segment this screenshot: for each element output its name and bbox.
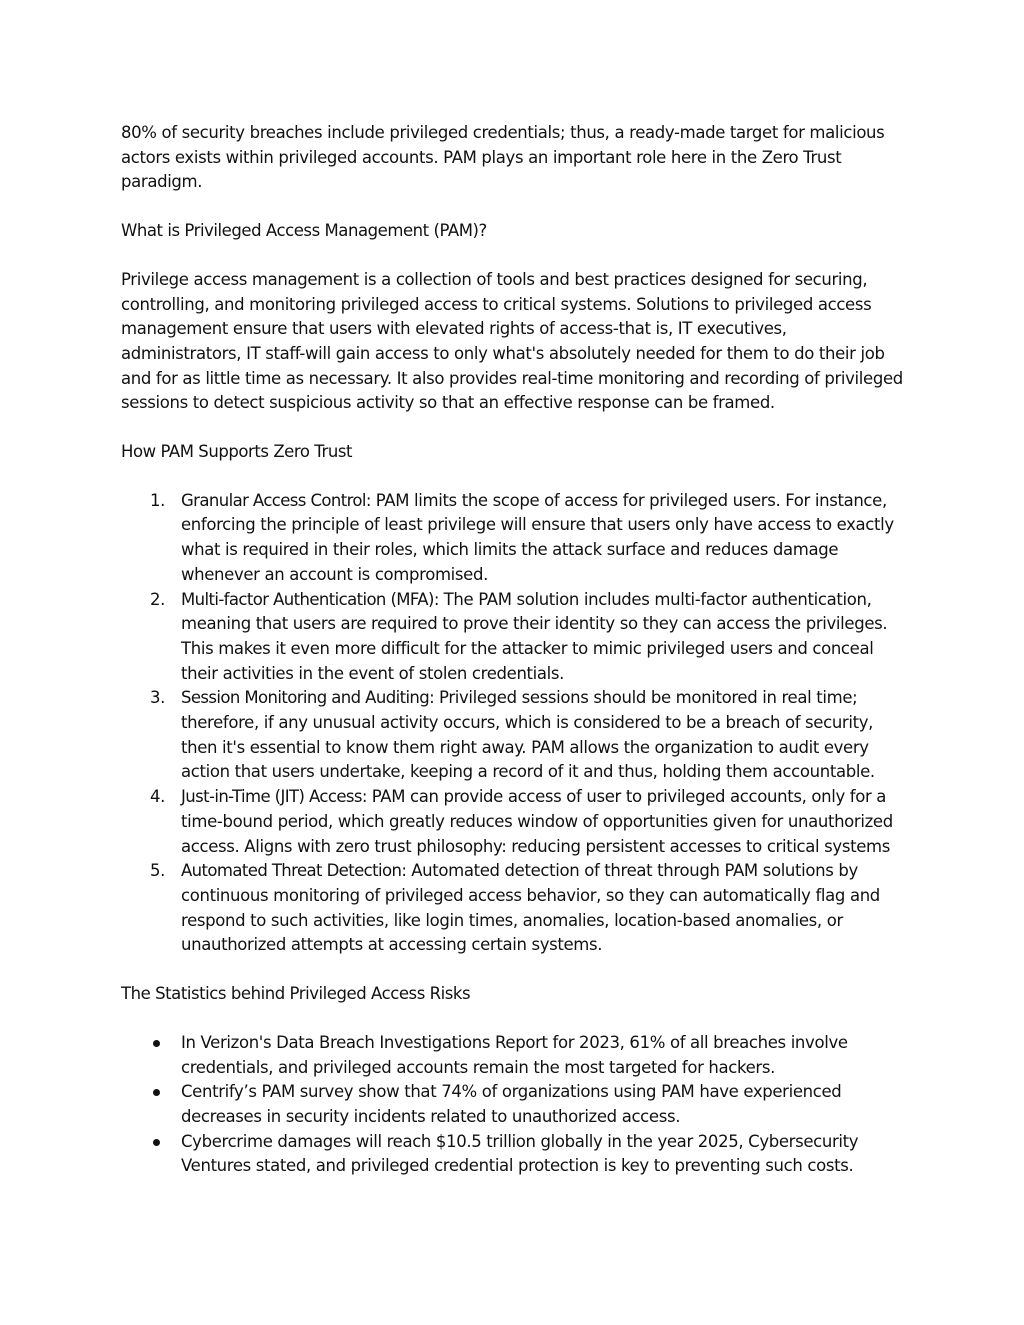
list-item-text: The PAM solution includes multi-factor authentication, meaning that users are required to prove their identity so they can access the privileges. This makes it even more difficult for the attacker to mimic privileged users and conceal their activities in the event of stolen credentials. bbox=[181, 589, 888, 683]
section-heading-how-pam-supports-zero-trust: How PAM Supports Zero Trust bbox=[121, 442, 352, 462]
list-number: 4. bbox=[150, 787, 166, 807]
list-item bbox=[121, 859, 911, 958]
list-item-term: Automated Threat Detection: bbox=[181, 861, 407, 881]
list-item bbox=[121, 1080, 911, 1129]
list-item bbox=[121, 686, 911, 785]
list-item-term: Granular Access Control: bbox=[181, 490, 371, 510]
list-item bbox=[121, 785, 911, 859]
list-item bbox=[121, 1130, 911, 1179]
intro-paragraph: 80% of security breaches include privileged credentials; thus, a ready-made target for malicious actors exists within privileged accounts. PAM plays an important role here in the Zero Trust paradigm. bbox=[121, 123, 885, 192]
list-item-text: Automated detection of threat through PAM solutions by continuous monitoring of privileged access behavior, so they can automatically flag and respond to such activities, like login times, anomalies, location-based anomalies, or unauthorized attempts at accessing certain systems. bbox=[181, 861, 880, 955]
list-item bbox=[121, 489, 911, 588]
pam-definition-paragraph: Privilege access management is a collection of tools and best practices designed for securing, controlling, and monitoring privileged access to critical systems. Solutions to privileged access management ensure that users with elevated rights of access-that is, IT executives, administrators, IT staff-will gain access to only what's absolutely needed for them to do their job and for as little time as necessary. It also provides real-time monitoring and recording of privileged sessions to detect suspicious activity so that an effective response can be framed. bbox=[121, 269, 903, 413]
list-item-text: In Verizon's Data Breach Investigations Report for 2023, 61% of all breaches involve credentials, and privileged accounts remain the most targeted for hackers. bbox=[181, 1032, 848, 1077]
list-item bbox=[121, 1031, 911, 1080]
list-item-text: Cybercrime damages will reach $10.5 trillion globally in the year 2025, Cybersecurity Ventures stated, and privileged credential protection is key to preventing such costs. bbox=[181, 1131, 859, 1176]
bullet-list bbox=[121, 1031, 911, 1179]
list-number: 5. bbox=[150, 861, 166, 881]
list-item-term: Multi-factor Authentication (MFA): bbox=[181, 589, 439, 609]
list-number: 1. bbox=[150, 490, 166, 510]
list-item-term: Just-in-Time (JIT) Access: bbox=[181, 787, 367, 807]
numbered-list bbox=[121, 489, 911, 958]
list-item-text: Privileged sessions should be monitored in real time; therefore, if any unusual activity occurs, which is considered to be a breach of security, then it's essential to know them right away. PAM allows the organization to audit every action that users undertake, keeping a record of it and thus, holding them accountable. bbox=[181, 688, 875, 782]
list-item-text: Centrify’s PAM survey show that 74% of organizations using PAM have experienced decreases in security incidents related to unauthorized access. bbox=[181, 1082, 842, 1126]
list-item bbox=[121, 588, 911, 687]
list-number: 2. bbox=[150, 589, 166, 609]
bullet-icon bbox=[153, 1040, 160, 1047]
section-heading-statistics: The Statistics behind Privileged Access Risks bbox=[121, 984, 471, 1004]
list-item-term: Session Monitoring and Auditing: bbox=[181, 688, 435, 708]
document-page bbox=[121, 121, 911, 1203]
list-number: 3. bbox=[150, 688, 166, 708]
section-heading-what-is-pam: What is Privileged Access Management (PAM)? bbox=[121, 221, 487, 241]
list-item-text: PAM can provide access of user to privileged accounts, only for a time-bound period, which greatly reduces window of opportunities given for unauthorized access. Aligns with zero trust philosophy: reducing persistent accesses to critical systems bbox=[181, 787, 893, 856]
bullet-icon bbox=[153, 1089, 160, 1096]
bullet-icon bbox=[153, 1139, 160, 1146]
list-item-text: PAM limits the scope of access for privileged users. For instance, enforcing the principle of least privilege will ensure that users only have access to exactly what is required in their roles, which limits the attack surface and reduces damage whenever an account is compromised. bbox=[181, 490, 894, 584]
